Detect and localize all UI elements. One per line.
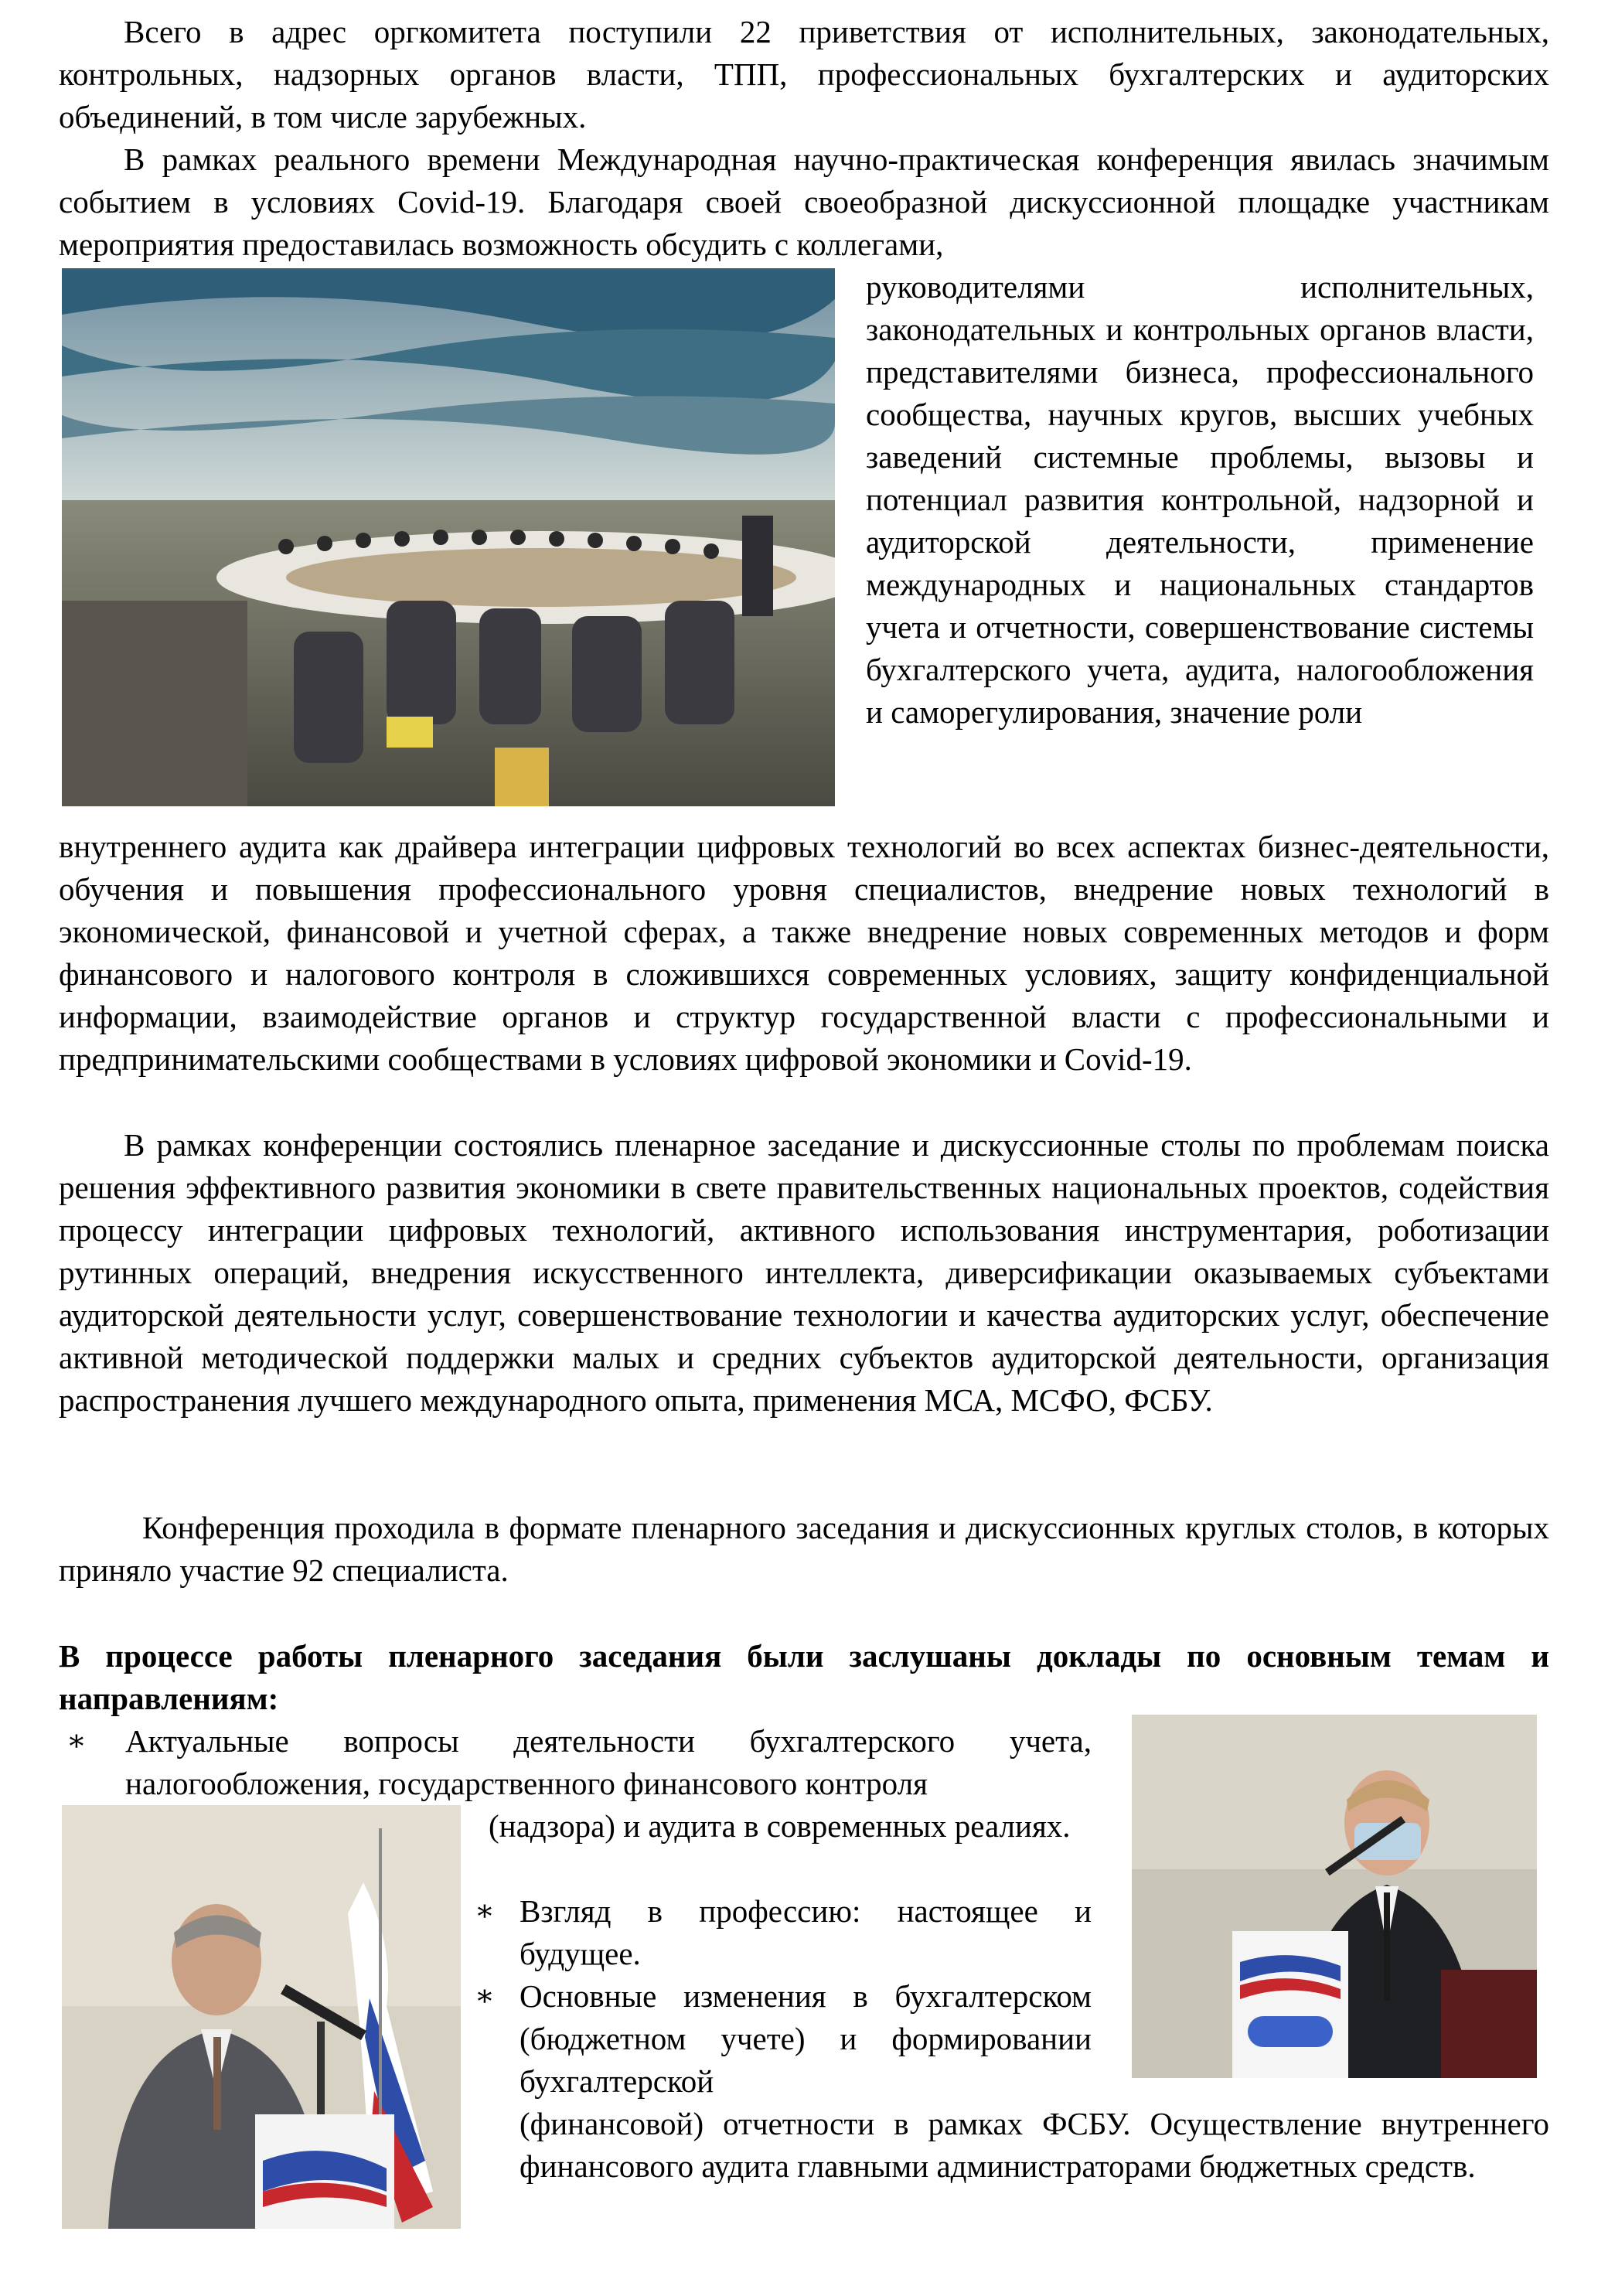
bullet-marker: ∗	[475, 1980, 495, 2012]
paragraph-round-tables: В рамках конференции состоялись пленарное заседание и дискуссионные столы по проблемам поиска решения эффективного развития экономики в свете правительственных национальных проектов, содействия процессу интеграции цифровых технологий, активного использования инструментария, роботизации рутинных операций, внедрения искусственного интеллекта, диверсификации оказываемых субъектами аудиторской деятельности услуг, совершенствование технологии и качества аудиторских услуг, обеспечение активной методической поддержки малых и средних субъектов аудиторской деятельности, организация распространения лучшего международного опыта, применения МСА, МСФО, ФСБУ.	[59, 1127, 1549, 1418]
bullet-item-2: Взгляд в профессию: настоящее и будущее.	[520, 1893, 1092, 1971]
bullet-item-3-start: Основные изменения в бухгалтерском (бюджетном учете) и формировании бухгалтерской	[520, 1978, 1092, 2099]
conference-hall-photo	[62, 268, 835, 806]
paragraph-conference-intro: В рамках реального времени Международная научно-практическая конференция явилась значимым событием в условиях Covid-19. Благодаря своей своеобразной дискуссионной площадке участникам мероприятия предоставилась возможность обсудить с коллегами,	[59, 141, 1549, 262]
bullet-item-1-start: Актуальные вопросы деятельности бухгалтерского учета, налогообложения, государственного финансового контроля	[125, 1723, 1092, 1801]
section-heading: В процессе работы пленарного заседания были заслушаны доклады по основным темам и направлениям:	[59, 1638, 1549, 1716]
paragraph-greetings: Всего в адрес оргкомитета поступили 22 приветствия от исполнительных, законодательных, контрольных, надзорных органов власти, ТПП, профессиональных бухгалтерских и аудиторских объединений, в том числе зарубежных.	[59, 14, 1549, 135]
bullet-marker: ∗	[475, 1895, 495, 1927]
bullet-marker: ∗	[66, 1725, 87, 1757]
paragraph-conference-topics: руководителями исполнительных, законодательных и контрольных органов власти, представителями бизнеса, профессионального сообщества, научных кругов, высших учебных заведений системные проблемы, вызовы и потенциал развития контрольной, надзорной и аудиторской деятельности, применение международных и национальных стандартов учета и отчетности, совершенствование системы бухгалтерского учета, аудита, налогообложения и саморегулирования, значение роли	[866, 269, 1534, 730]
paragraph-internal-audit: внутреннего аудита как драйвера интеграции цифровых технологий во всех аспектах бизнес-деятельности, обучения и повышения профессионального уровня специалистов, внедрение новых технологий в экономической, финансовой и учетной сферах, а также внедрение новых современных методов и форм финансового и налогового контроля в сложившихся современных условиях, защиту конфиденциальной информации, взаимодействие органов и структур государственной власти с профессиональными и предпринимательскими сообществами в условиях цифровой экономики и Covid-19.	[59, 829, 1549, 1077]
bullet-item-1-end: (надзора) и аудита в современных реалиях.	[489, 1808, 1071, 1844]
paragraph-format: Конференция проходила в формате пленарного заседания и дискуссионных круглых столов, в которых приняло участие 92 специалиста.	[59, 1510, 1549, 1588]
speaker-photo-right	[1132, 1715, 1537, 2078]
bullet-item-3-end: (финансовой) отчетности в рамках ФСБУ. Осуществление внутреннего финансового аудита главными администраторами бюджетных средств.	[520, 2106, 1549, 2184]
speaker-photo-left	[62, 1805, 461, 2229]
